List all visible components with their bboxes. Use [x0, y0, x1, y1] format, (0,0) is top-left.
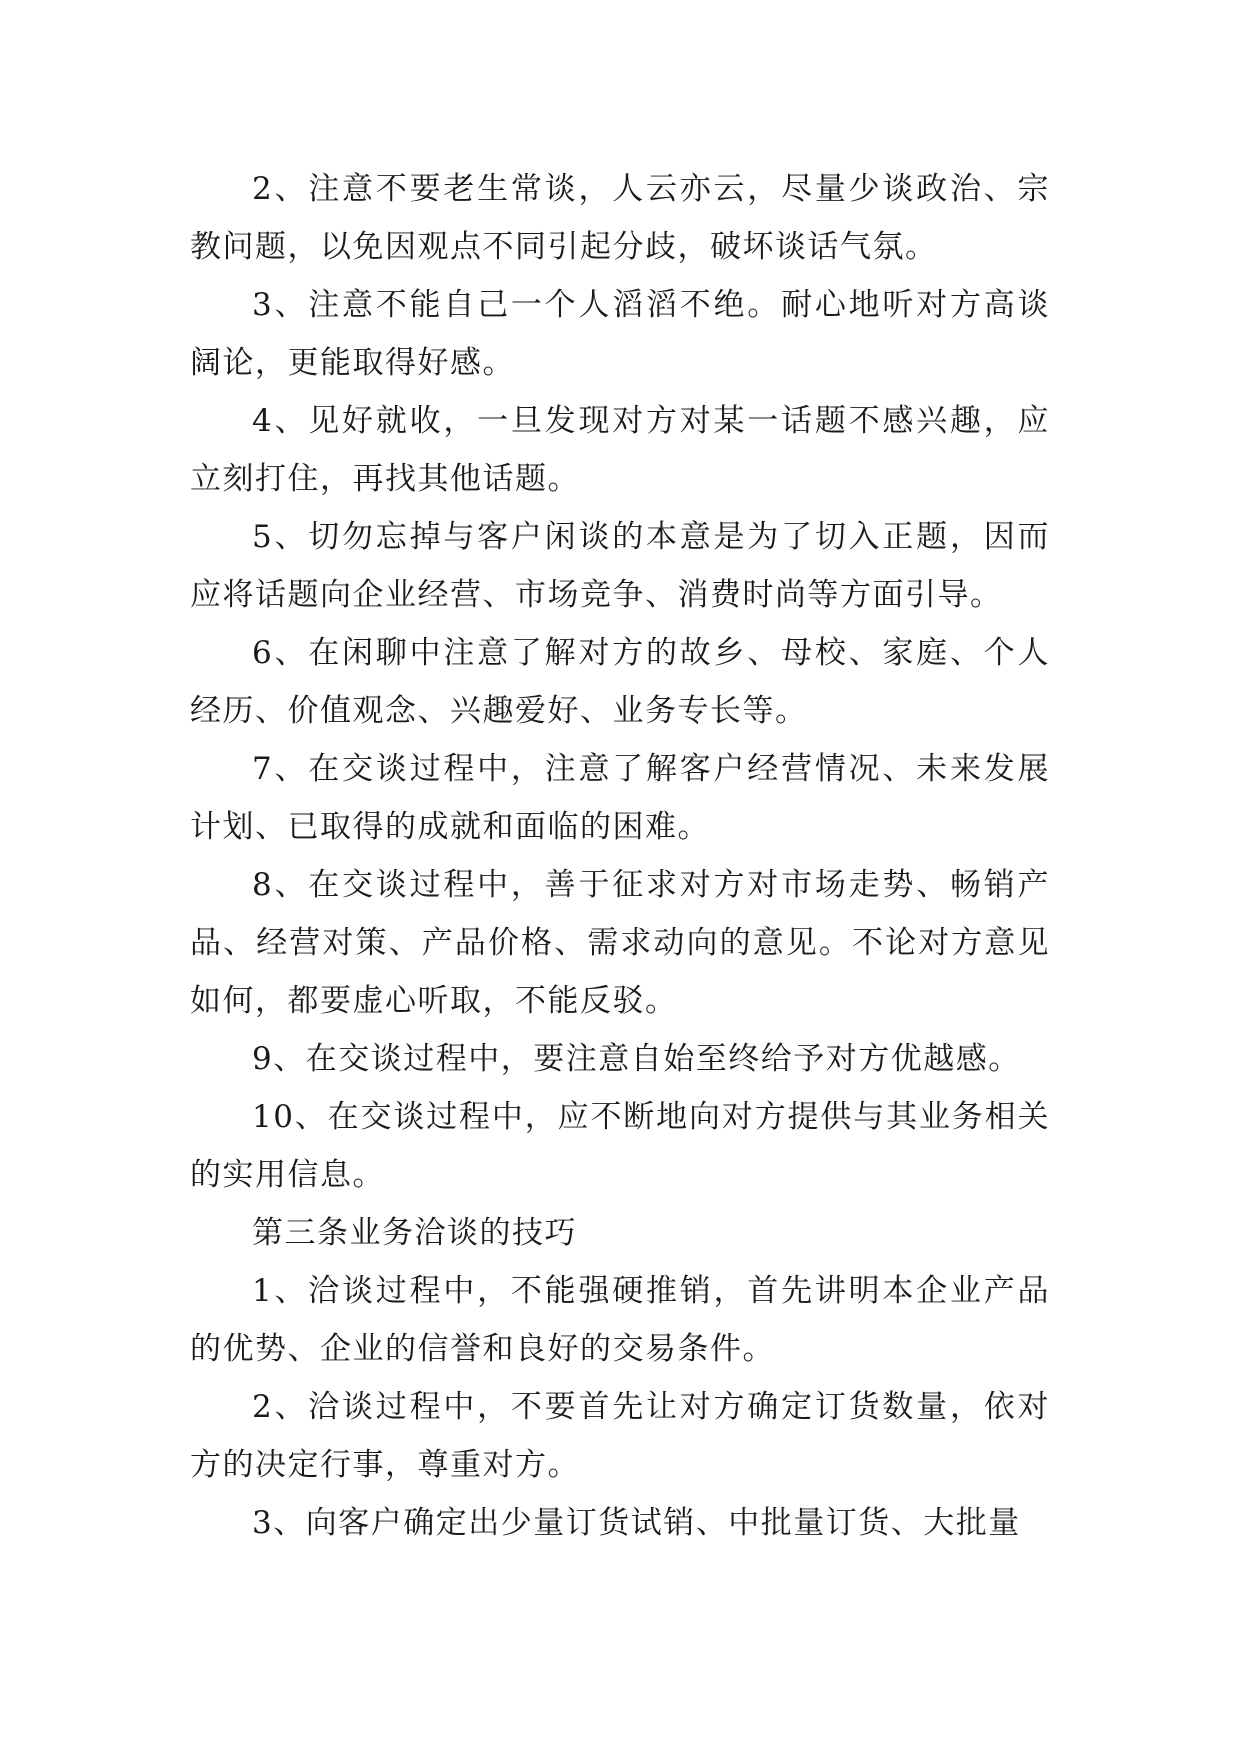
paragraph-item-5: 5、切勿忘掉与客户闲谈的本意是为了切入正题，因而应将话题向企业经营、市场竞争、消费时尚等方面引导。 — [190, 519, 1050, 613]
paragraph-technique-1: 1、洽谈过程中，不能强硬推销，首先讲明本企业产品的优势、企业的信誉和良好的交易条件。 — [190, 1273, 1050, 1367]
paragraph-item-4: 4、见好就收，一旦发现对方对某一话题不感兴趣，应立刻打住，再找其他话题。 — [190, 403, 1050, 497]
paragraph-item-10: 10、在交谈过程中，应不断地向对方提供与其业务相关的实用信息。 — [190, 1099, 1050, 1193]
paragraph-item-9: 9、在交谈过程中，要注意自始至终给予对方优越感。 — [252, 1041, 1021, 1077]
paragraph-technique-3: 3、向客户确定出少量订货试销、中批量订货、大批量 — [252, 1505, 1021, 1541]
paragraph-technique-2: 2、洽谈过程中，不要首先让对方确定订货数量，依对方的决定行事，尊重对方。 — [190, 1389, 1050, 1483]
paragraph-item-2: 2、注意不要老生常谈，人云亦云，尽量少谈政治、宗教问题，以免因观点不同引起分歧，破坏谈话气氛。 — [190, 171, 1050, 265]
section-heading: 第三条业务洽谈的技巧 — [252, 1215, 577, 1251]
paragraph-item-3: 3、注意不能自己一个人滔滔不绝。耐心地听对方高谈阔论，更能取得好感。 — [190, 287, 1050, 381]
paragraph-item-6: 6、在闲聊中注意了解对方的故乡、母校、家庭、个人经历、价值观念、兴趣爱好、业务专长等。 — [190, 635, 1050, 729]
paragraph-item-8: 8、在交谈过程中，善于征求对方对市场走势、畅销产品、经营对策、产品价格、需求动向的意见。不论对方意见如何，都要虚心听取，不能反驳。 — [190, 867, 1050, 1019]
paragraph-item-7: 7、在交谈过程中，注意了解客户经营情况、未来发展计划、已取得的成就和面临的困难。 — [190, 751, 1050, 845]
document-body — [190, 160, 1050, 1552]
